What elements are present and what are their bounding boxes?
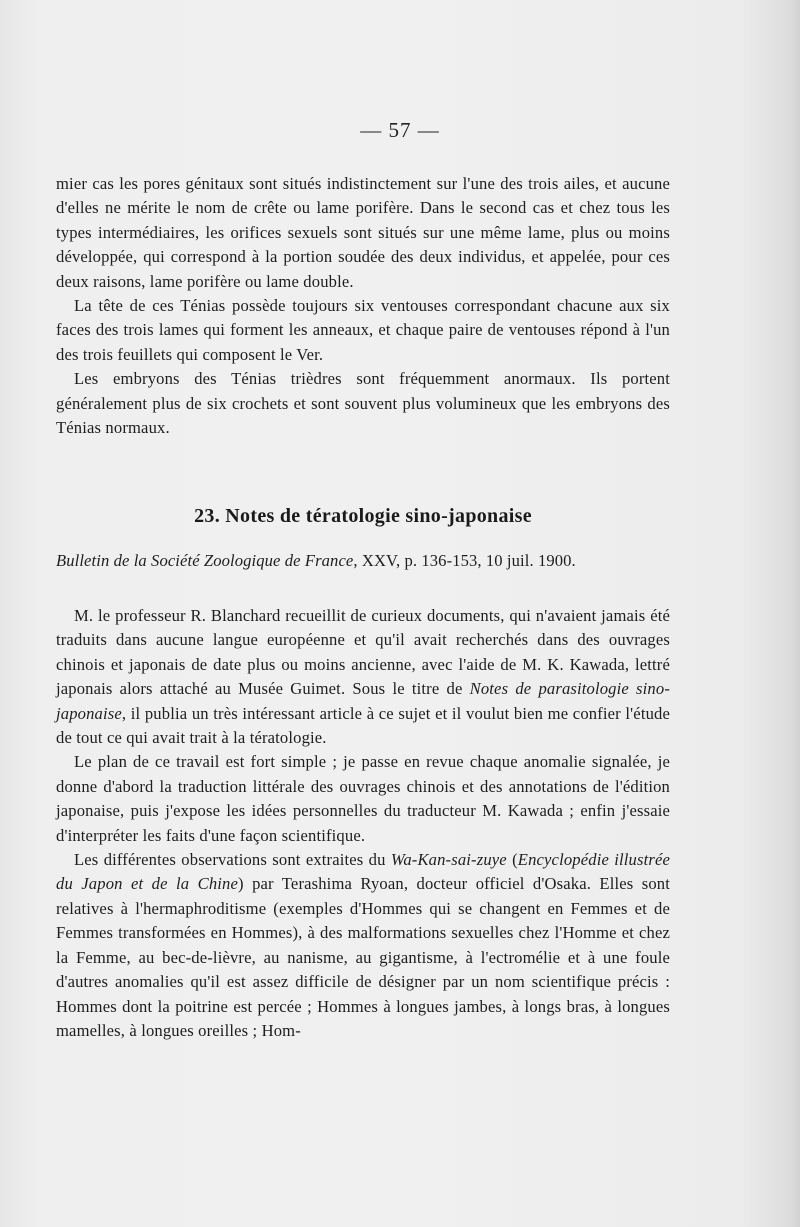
- paragraph: [56, 604, 670, 750]
- italic-subtitle: Encyclopédie illustrée du Japon et de la Chine: [56, 850, 670, 894]
- citation-details: , XXV, p. 136-153, 10 juil. 1900.: [353, 551, 576, 570]
- page-number: — 57 —: [360, 118, 440, 142]
- citation-journal: Bulletin de la Société Zoologique de France: [56, 551, 354, 570]
- italic-title: Wa-Kan-sai-zuye: [390, 850, 507, 870]
- paragraph: mier cas les pores génitaux sont situés indistinctement sur l'une des trois ailes, et aucune d'elles ne mérite le nom de crête ou lame porifère. Dans le second cas et chez tous les types intermédiaires, les orifices sexuels sont situés sur une même lame, plus ou moins développée, qui correspond à la portion soudée des deux individus, et appelée, pour ces deux raisons, lame porifère ou lame double.: [56, 174, 670, 291]
- section-continuation-text: [56, 172, 670, 440]
- paragraph-text: (: [506, 850, 518, 870]
- paragraph-text: M. le professeur R. Blanchard recueillit de curieux documents, qui n'avaient jamais été traduits dans aucune langue européenne et qu'il avait recherchés dans des ouvrages chinois et japonais de date plus ou moins ancienne, avec l'aide de M. K. Kawada, lettré japonais alors attaché au Musée Guimet. Sous le titre de: [56, 606, 670, 699]
- section-heading: 23. Notes de tératologie sino-japonaise: [194, 505, 532, 527]
- paragraph-text: , il publia un très intéressant article à ce sujet et il voulut bien me confier l'étude de tout ce qui avait trait à la tératologie.: [56, 703, 670, 748]
- paragraph: [56, 848, 670, 1043]
- paragraph: Les embryons des Ténias trièdres sont fréquemment anormaux. Ils portent généralement plus de six crochets et sont souvent plus volumineux que les embryons des Ténias normaux.: [56, 369, 670, 438]
- section-body-text: [56, 604, 670, 1043]
- citation: [56, 551, 716, 571]
- paragraph-text: ) par Terashima Ryoan, docteur officiel d'Osaka. Elles sont relatives à l'hermaphroditisme (exemples d'Hommes qui se changent en Femmes et de Femmes transformées en Hommes), à des malformations sexuelles chez l'Homme et chez la Femme, au bec-de-lièvre, au nanisme, au gigantisme, à l'ectromélie et à une foule d'autres anomalies qu'il est assez difficile de désigner par un nom scientifique précis : Hommes dont la poitrine est percée ; Hommes à longues jambes, à longs bras, à longues mamelles, à longues oreilles ; Hom-: [56, 874, 670, 1040]
- paragraph-text: Les différentes observations sont extraites du: [74, 850, 391, 870]
- paragraph: La tête de ces Ténias possède toujours six ventouses correspondant chacune aux six faces des trois lames qui forment les anneaux, et chaque paire de ventouses répond à l'un des trois feuillets qui composent le Ver.: [56, 296, 670, 364]
- paragraph: Le plan de ce travail est fort simple ; je passe en revue chaque anomalie signalée, je donne d'abord la traduction littérale des ouvrages chinois et des annotations de l'édition japonaise, puis j'expose les idées personnelles du traducteur M. Kawada ; enfin j'essaie d'interpréter les faits d'une façon scientifique.: [56, 752, 670, 845]
- italic-title: Notes de parasitologie sino-japonaise: [56, 679, 670, 723]
